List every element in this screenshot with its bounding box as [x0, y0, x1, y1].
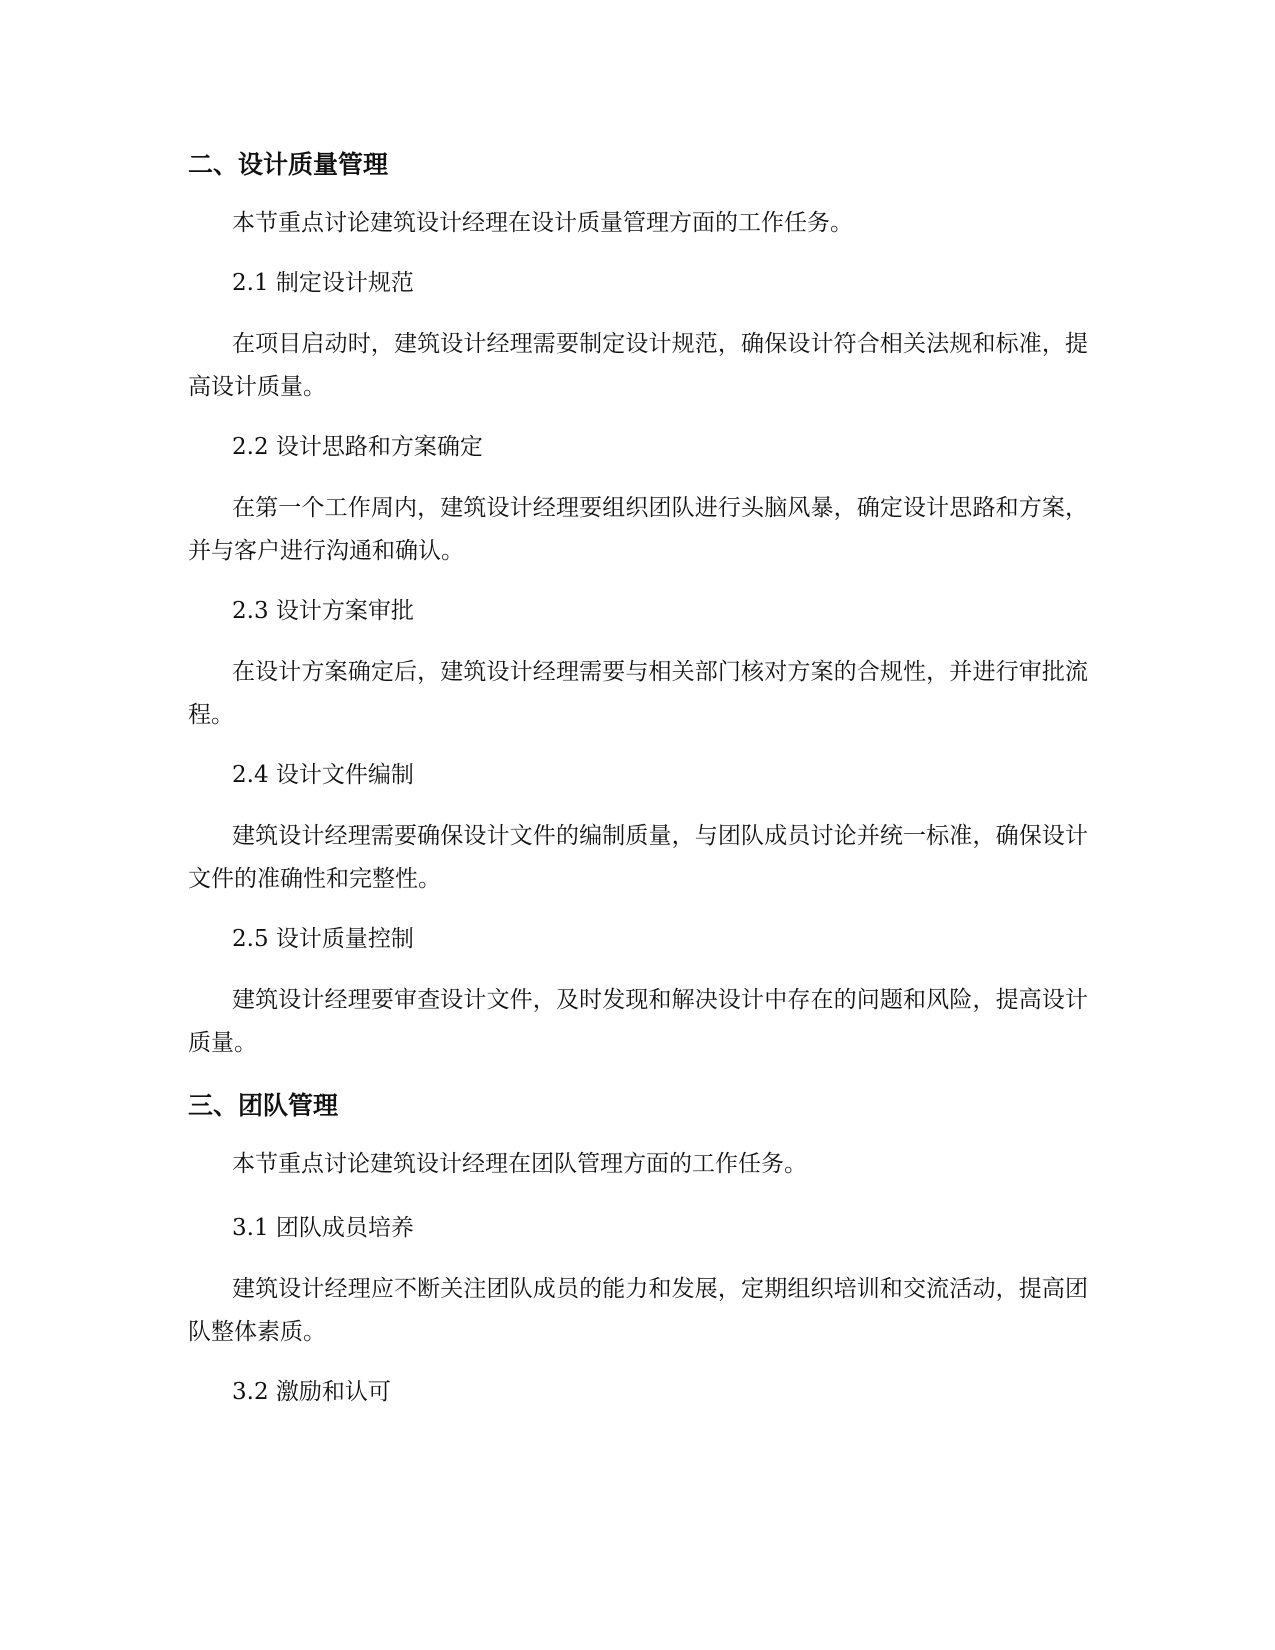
subsection-2-3-body: 在设计方案确定后，建筑设计经理需要与相关部门核对方案的合规性，并进行审批流程。 [188, 659, 1088, 728]
section-2-title: 二、设计质量管理 [188, 150, 389, 179]
subsection-2-5-body: 建筑设计经理要审查设计文件，及时发现和解决设计中存在的问题和风险，提高设计质量。 [188, 987, 1088, 1056]
subsection-2-5-heading: 2.5 设计质量控制 [232, 926, 414, 952]
subsection-2-4-heading: 2.4 设计文件编制 [232, 762, 414, 788]
subsection-2-1-heading: 2.1 制定设计规范 [232, 270, 414, 296]
section-3-title: 三、团队管理 [188, 1091, 339, 1120]
section-2-intro: 本节重点讨论建筑设计经理在设计质量管理方面的工作任务。 [232, 210, 853, 236]
subsection-2-2-body: 在第一个工作周内，建筑设计经理要组织团队进行头脑风暴，确定设计思路和方案，并与客户进行沟通和确认。 [188, 495, 1088, 564]
subsection-2-2-heading: 2.2 设计思路和方案确定 [232, 434, 483, 460]
subsection-2-4-body: 建筑设计经理需要确保设计文件的编制质量，与团队成员讨论并统一标准，确保设计文件的准确性和完整性。 [188, 823, 1088, 892]
subsection-3-1-heading: 3.1 团队成员培养 [232, 1215, 414, 1241]
subsection-3-1-body: 建筑设计经理应不断关注团队成员的能力和发展，定期组织培训和交流活动，提高团队整体素质。 [188, 1276, 1088, 1345]
section-3-intro: 本节重点讨论建筑设计经理在团队管理方面的工作任务。 [232, 1151, 807, 1177]
subsection-3-2-heading: 3.2 激励和认可 [232, 1379, 391, 1405]
subsection-2-3-heading: 2.3 设计方案审批 [232, 598, 414, 624]
subsection-2-1-body: 在项目启动时，建筑设计经理需要制定设计规范，确保设计符合相关法规和标准，提高设计质量。 [188, 331, 1088, 400]
